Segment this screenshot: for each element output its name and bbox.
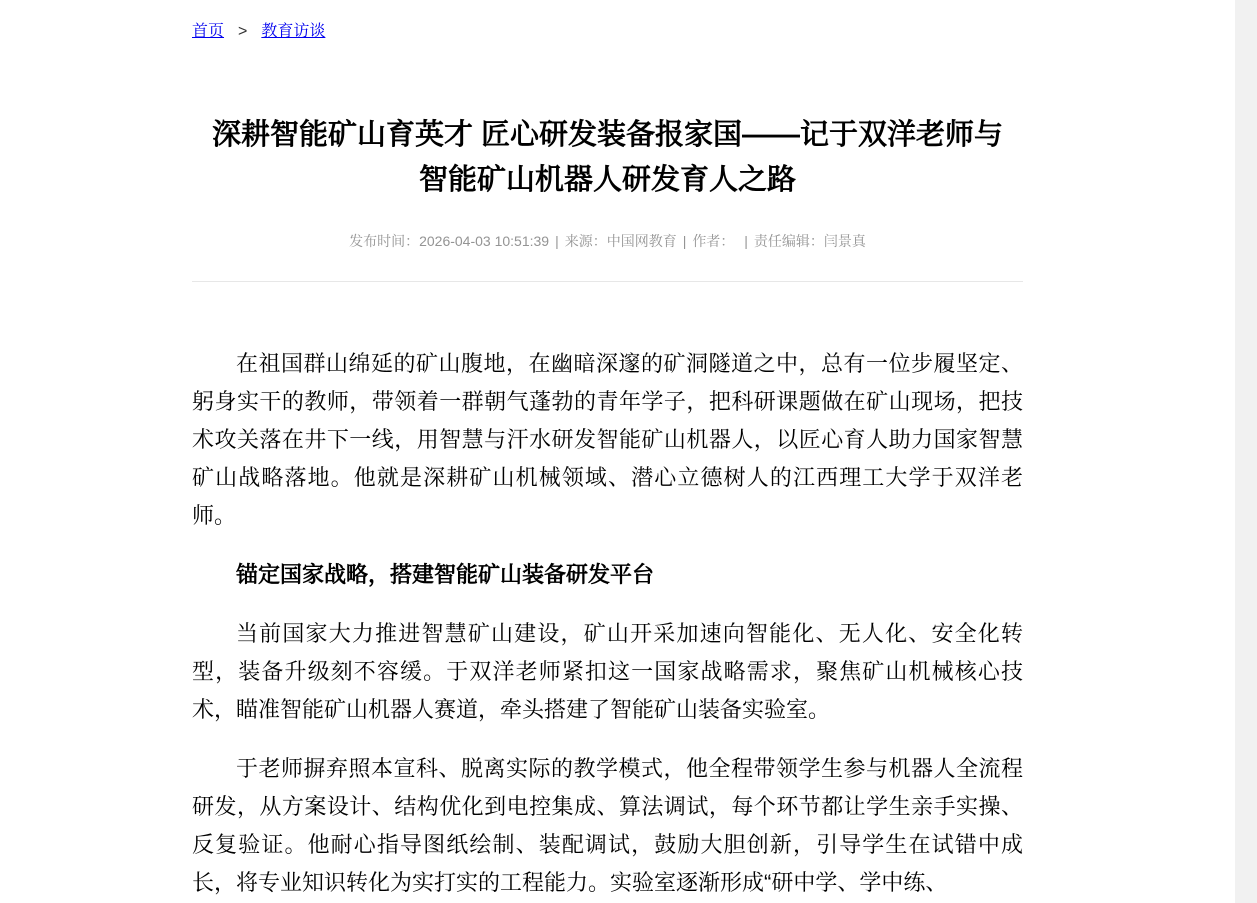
article-paragraph: 于老师摒弃照本宣科、脱离实际的教学模式，他全程带领学生参与机器人全流程研发，从方案设计、结构优化到电控集成、算法调试，每个环节都让学生亲手实操、反复验证。他耐心指导图纸绘制、装配调试，鼓励大胆创新，引导学生在试错中成长，将专业知识转化为实打实的工程能力。实验室逐渐形成“研中学、学中练、 bbox=[192, 756, 1023, 895]
meta-separator: | bbox=[744, 233, 748, 249]
meta-separator: | bbox=[682, 233, 687, 249]
article-subheading: 锚定国家战略，搭建智能矿山装备研发平台 bbox=[236, 562, 655, 587]
breadcrumb-link-education-interview[interactable]: 教育访谈 bbox=[261, 23, 326, 40]
article-page bbox=[192, 0, 1023, 902]
article-author: 作者： bbox=[692, 233, 735, 249]
breadcrumb-link-home[interactable]: 首页 bbox=[192, 23, 225, 40]
article-body bbox=[192, 282, 1023, 902]
article-meta bbox=[192, 231, 1023, 251]
meta-separator: | bbox=[555, 233, 559, 249]
article-source: 来源：中国网教育 bbox=[564, 233, 677, 249]
publish-time: 发布时间：2026-04-03 10:51:39 bbox=[349, 233, 550, 249]
article-paragraph: 在祖国群山绵延的矿山腹地，在幽暗深邃的矿洞隧道之中，总有一位步履坚定、躬身实干的教师，带领着一群朝气蓬勃的青年学子，把科研课题做在矿山现场，把技术攻关落在井下一线，用智慧与汗水研发智能矿山机器人，以匠心育人助力国家智慧矿山战略落地。他就是深耕矿山机械领域、潜心立德树人的江西理工大学于双洋老师。 bbox=[192, 351, 1023, 528]
article-title: 深耕智能矿山育英才 匠心研发装备报家国——记于双洋老师与智能矿山机器人研发育人之路 bbox=[211, 119, 1004, 196]
breadcrumb bbox=[192, 18, 1023, 41]
article-editor: 责任编辑：闫景真 bbox=[753, 233, 866, 249]
scrollbar-track[interactable] bbox=[1235, 0, 1257, 903]
article-paragraph: 当前国家大力推进智慧矿山建设，矿山开采加速向智能化、无人化、安全化转型，装备升级刻不容缓。于双洋老师紧扣这一国家战略需求，聚焦矿山机械核心技术，瞄准智能矿山机器人赛道，牵头搭建了智能矿山装备实验室。 bbox=[192, 621, 1023, 722]
breadcrumb-separator: > bbox=[238, 23, 248, 40]
